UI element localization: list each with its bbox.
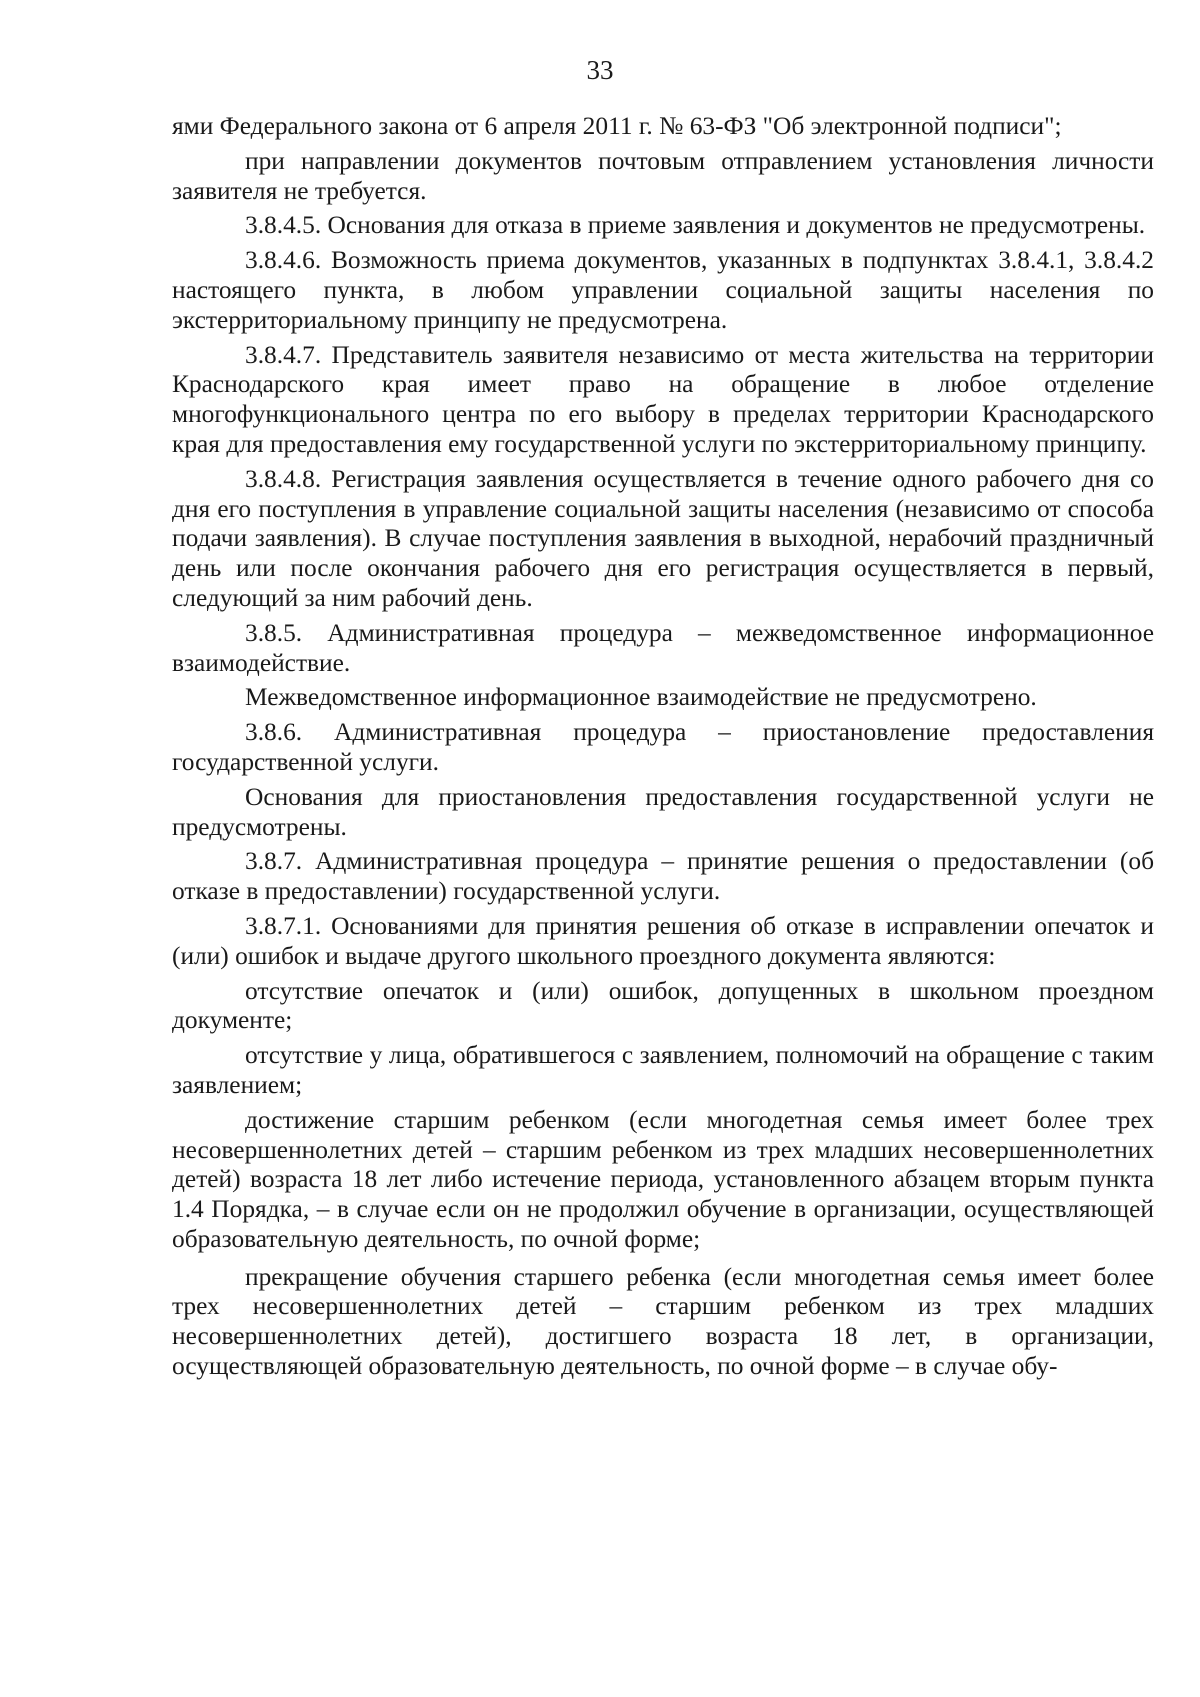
paragraph: 3.8.5. Административная процедура – межведомственное информационное взаимодействие. <box>172 618 1154 677</box>
paragraph: прекращение обучения старшего ребенка (если многодетная семья имеет более трех несовершеннолетних детей – старшим ребенком из трех младших несовершеннолетних детей), достигшего возраста 18 лет, в организации, осуществляющей образовательную деятельность, по очной форме – в случае обу- <box>172 1262 1154 1381</box>
paragraph: при направлении документов почтовым отправлением установления личности заявителя не требуется. <box>172 146 1154 205</box>
paragraph: Межведомственное информационное взаимодействие не предусмотрено. <box>245 683 1037 712</box>
paragraph: 3.8.7.1. Основаниями для принятия решения об отказе в исправлении опечаток и (или) ошибок и выдаче другого школьного проездного документа являются: <box>172 911 1154 970</box>
paragraph: 3.8.4.5. Основания для отказа в приеме заявления и документов не предусмотрены. <box>245 211 1146 240</box>
paragraph: 3.8.4.8. Регистрация заявления осуществляется в течение одного рабочего дня со дня его поступления в управление социальной защиты населения (независимо от способа подачи заявления). В случае поступления заявления в выходной, нерабочий праздничный день или после окончания рабочего дня его регистрация осуществляется в первый, следующий за ним рабочий день. <box>172 464 1154 612</box>
paragraph: 3.8.7. Административная процедура – принятие решения о предоставлении (об отказе в предоставлении) государственной услуги. <box>172 847 1154 906</box>
document-body <box>172 112 1154 1387</box>
paragraph: отсутствие опечаток и (или) ошибок, допущенных в школьном проездном документе; <box>172 976 1154 1035</box>
paragraph: отсутствие у лица, обратившегося с заявлением, полномочий на обращение с таким заявлением; <box>172 1041 1154 1099</box>
paragraph: 3.8.4.7. Представитель заявителя независимо от места жительства на территории Краснодарского края имеет право на обращение в любое отделение многофункционального центра по его выбору в пределах территории Краснодарского края для предоставления ему государственной услуги по экстерриториальному принципу. <box>172 340 1154 458</box>
page-number: 33 <box>586 55 614 85</box>
paragraph: Основания для приостановления предоставления государственной услуги не предусмотрены. <box>172 782 1154 841</box>
paragraph: 3.8.4.6. Возможность приема документов, указанных в подпунктах 3.8.4.1, 3.8.4.2 настоящего пункта, в любом управлении социальной защиты населения по экстерриториальному принципу не предусмотрена. <box>172 246 1154 334</box>
paragraph: достижение старшим ребенком (если многодетная семья имеет более трех несовершеннолетних детей – старшим ребенком из трех младших несовершеннолетних детей) возраста 18 лет либо истечение периода, установленного абзацем вторым пункта 1.4 Порядка, – в случае если он не продолжил обучение в организации, осуществляющей образовательную деятельность, по очной форме; <box>172 1105 1154 1253</box>
paragraph: 3.8.6. Административная процедура – приостановление предоставления государственной услуги. <box>172 718 1154 776</box>
paragraph: ями Федерального закона от 6 апреля 2011 г. № 63-ФЗ "Об электронной подписи"; <box>172 112 1062 140</box>
